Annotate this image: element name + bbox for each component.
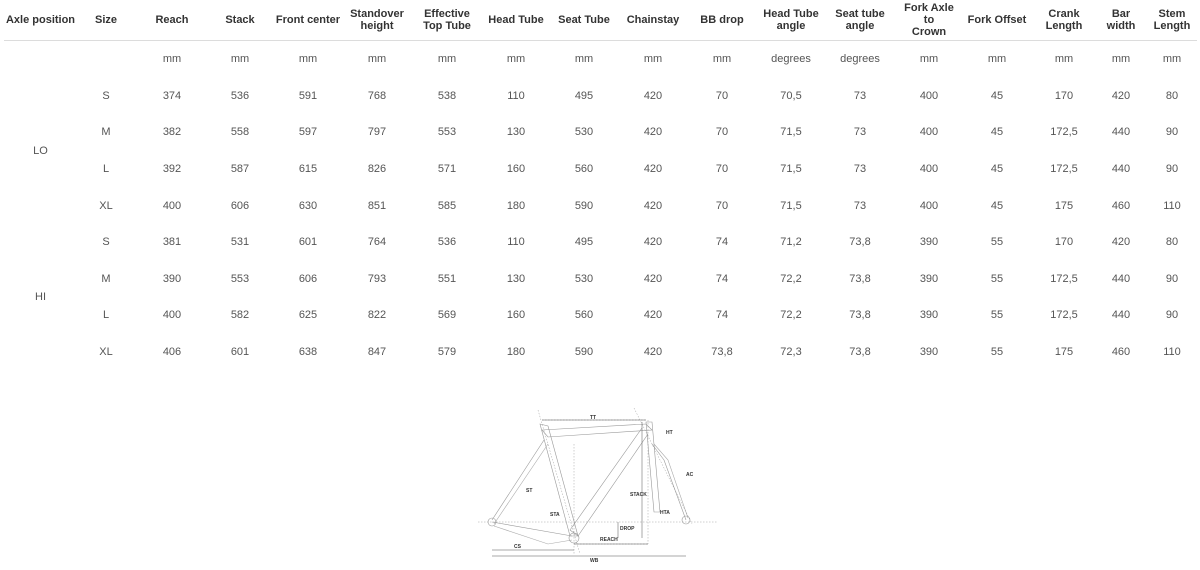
column-header: Front center (271, 0, 345, 41)
value-cell: 597 (298, 126, 318, 139)
unit-cell: mm (298, 53, 318, 66)
value-cell: 73,8 (849, 346, 871, 359)
value-cell: 400 (919, 89, 939, 102)
value-cell: 110 (507, 89, 525, 102)
value-cell: 440 (1111, 126, 1131, 139)
value-cell: 390 (919, 272, 939, 285)
value-cell: 73,8 (849, 309, 871, 322)
value-cell: 558 (230, 126, 250, 139)
column-header: Fork Offset (961, 0, 1033, 41)
value-cell: 170 (1054, 236, 1074, 249)
value-cell: 55 (990, 236, 1004, 249)
value-cell: 420 (643, 89, 663, 102)
column-header: Stack (209, 0, 271, 41)
value-cell: 73,8 (849, 236, 871, 249)
value-cell: 536 (230, 89, 250, 102)
value-cell: 530 (574, 272, 594, 285)
value-cell: 70 (715, 199, 729, 212)
column-header: Effective Top Tube (409, 0, 485, 41)
value-cell: 601 (230, 346, 250, 359)
unit-cell: mm (987, 53, 1007, 66)
value-cell: 495 (574, 236, 594, 249)
unit-cell: mm (574, 53, 594, 66)
unit-cell (77, 41, 135, 78)
axle-position-cell: LO (33, 144, 48, 157)
value-cell: 406 (162, 346, 182, 359)
value-cell: 70 (715, 126, 729, 139)
value-cell: 606 (298, 272, 318, 285)
value-cell: 400 (919, 126, 939, 139)
value-cell: 90 (1165, 163, 1179, 176)
table-row (4, 78, 1197, 115)
value-cell: 560 (574, 309, 594, 322)
label-cs: CS (514, 544, 521, 550)
unit-cell: mm (919, 53, 939, 66)
value-cell: 71,5 (780, 163, 802, 176)
value-cell: 110 (507, 236, 525, 249)
table-row (4, 114, 1197, 151)
value-cell: 175 (1054, 199, 1074, 212)
value-cell: 420 (643, 236, 663, 249)
value-cell: 591 (298, 89, 318, 102)
value-cell: 72,2 (780, 272, 802, 285)
value-cell: 172,5 (1050, 126, 1078, 139)
value-cell: 130 (506, 126, 526, 139)
value-cell: 55 (990, 346, 1004, 359)
value-cell: 110 (1163, 199, 1181, 212)
size-cell: S (102, 236, 110, 249)
size-cell: L (102, 163, 110, 176)
value-cell: 630 (298, 199, 318, 212)
label-drop: DROP (620, 526, 635, 532)
value-cell: 45 (990, 89, 1004, 102)
column-header: Crank Length (1033, 0, 1095, 41)
value-cell: 73 (853, 126, 867, 139)
value-cell: 55 (990, 272, 1004, 285)
value-cell: 553 (230, 272, 250, 285)
bike-geometry-diagram (478, 404, 724, 568)
value-cell: 495 (574, 89, 594, 102)
unit-cell (4, 41, 77, 78)
value-cell: 582 (230, 309, 250, 322)
value-cell: 536 (437, 236, 457, 249)
value-cell: 797 (367, 126, 387, 139)
value-cell: 72,2 (780, 309, 802, 322)
value-cell: 90 (1165, 272, 1179, 285)
value-cell: 440 (1111, 163, 1131, 176)
geometry-table (4, 0, 1197, 370)
column-header: Head Tube (485, 0, 547, 41)
header-row (4, 0, 1197, 41)
value-cell: 585 (437, 199, 457, 212)
value-cell: 390 (162, 272, 182, 285)
value-cell: 400 (919, 199, 939, 212)
value-cell: 390 (919, 236, 939, 249)
value-cell: 73 (853, 163, 867, 176)
value-cell: 400 (162, 309, 182, 322)
unit-cell: mm (230, 53, 250, 66)
value-cell: 553 (437, 126, 457, 139)
size-cell: S (102, 89, 110, 102)
size-cell: L (102, 309, 110, 322)
value-cell: 390 (919, 309, 939, 322)
value-cell: 601 (298, 236, 318, 249)
value-cell: 420 (1111, 236, 1131, 249)
table-row (4, 224, 1197, 261)
column-header: Size (77, 0, 135, 41)
value-cell: 400 (162, 199, 182, 212)
value-cell: 420 (1111, 89, 1131, 102)
value-cell: 74 (715, 236, 729, 249)
value-cell: 73 (853, 199, 867, 212)
value-cell: 70 (715, 163, 729, 176)
label-ac: AC (686, 472, 694, 478)
value-cell: 90 (1165, 309, 1179, 322)
column-header: Head Tube angle (759, 0, 823, 41)
label-stack: STACK (630, 492, 647, 498)
axle-position-cell: HI (35, 291, 46, 304)
value-cell: 400 (919, 163, 939, 176)
label-sta: STA (550, 512, 560, 518)
value-cell: 460 (1111, 346, 1131, 359)
value-cell: 73,8 (711, 346, 733, 359)
units-row (4, 41, 1197, 78)
value-cell: 172,5 (1050, 309, 1078, 322)
column-header: Seat Tube (547, 0, 621, 41)
unit-cell: mm (1162, 53, 1182, 66)
value-cell: 560 (574, 163, 594, 176)
unit-cell: degrees (840, 53, 880, 66)
table-row (4, 297, 1197, 334)
column-header: Fork Axle to Crown (897, 0, 961, 41)
unit-cell: mm (162, 53, 182, 66)
value-cell: 440 (1111, 309, 1131, 322)
value-cell: 45 (990, 163, 1004, 176)
value-cell: 130 (506, 272, 526, 285)
value-cell: 615 (298, 163, 318, 176)
table-row (4, 334, 1197, 371)
size-cell: M (101, 126, 111, 139)
value-cell: 110 (1163, 346, 1181, 359)
label-wb: WB (590, 558, 599, 564)
column-header: Chainstay (621, 0, 685, 41)
value-cell: 420 (643, 126, 663, 139)
value-cell: 390 (919, 346, 939, 359)
column-header: Stem Length (1147, 0, 1197, 41)
value-cell: 55 (990, 309, 1004, 322)
value-cell: 793 (367, 272, 387, 285)
unit-cell: mm (712, 53, 732, 66)
value-cell: 590 (574, 346, 594, 359)
value-cell: 71,2 (780, 236, 802, 249)
value-cell: 73 (853, 89, 867, 102)
value-cell: 638 (298, 346, 318, 359)
value-cell: 822 (367, 309, 387, 322)
value-cell: 45 (990, 199, 1004, 212)
label-ht: HT (666, 430, 673, 436)
value-cell: 74 (715, 309, 729, 322)
unit-cell: mm (367, 53, 387, 66)
value-cell: 175 (1054, 346, 1074, 359)
column-header: Reach (135, 0, 209, 41)
value-cell: 826 (367, 163, 387, 176)
label-st: ST (526, 488, 533, 494)
value-cell: 764 (367, 236, 387, 249)
value-cell: 420 (643, 163, 663, 176)
label-reach: REACH (600, 537, 618, 543)
column-header: Axle position (4, 0, 77, 41)
label-hta: HTA (660, 510, 670, 516)
value-cell: 538 (437, 89, 457, 102)
value-cell: 460 (1111, 199, 1131, 212)
unit-cell: degrees (771, 53, 811, 66)
value-cell: 70 (715, 89, 729, 102)
value-cell: 392 (162, 163, 182, 176)
unit-cell: mm (1111, 53, 1131, 66)
value-cell: 180 (506, 199, 526, 212)
column-header: Seat tube angle (823, 0, 897, 41)
unit-cell: mm (1054, 53, 1074, 66)
table-row (4, 187, 1197, 224)
value-cell: 90 (1165, 126, 1179, 139)
value-cell: 768 (367, 89, 387, 102)
value-cell: 45 (990, 126, 1004, 139)
unit-cell: mm (506, 53, 526, 66)
value-cell: 374 (162, 89, 182, 102)
value-cell: 579 (437, 346, 457, 359)
value-cell: 80 (1165, 89, 1179, 102)
table-body (4, 41, 1197, 371)
size-cell: XL (99, 199, 113, 212)
value-cell: 180 (506, 346, 526, 359)
value-cell: 80 (1165, 236, 1179, 249)
value-cell: 172,5 (1050, 163, 1078, 176)
value-cell: 587 (230, 163, 250, 176)
value-cell: 170 (1054, 89, 1074, 102)
value-cell: 74 (715, 272, 729, 285)
value-cell: 381 (162, 236, 182, 249)
value-cell: 847 (367, 346, 387, 359)
value-cell: 606 (230, 199, 250, 212)
value-cell: 590 (574, 199, 594, 212)
value-cell: 420 (643, 309, 663, 322)
value-cell: 625 (298, 309, 318, 322)
value-cell: 160 (506, 163, 526, 176)
value-cell: 71,5 (780, 199, 802, 212)
label-tt: TT (590, 415, 597, 421)
value-cell: 382 (162, 126, 182, 139)
value-cell: 72,3 (780, 346, 802, 359)
unit-cell: mm (437, 53, 457, 66)
column-header: Standover height (345, 0, 409, 41)
value-cell: 551 (437, 272, 457, 285)
value-cell: 70,5 (780, 89, 802, 102)
column-header: Bar width (1095, 0, 1147, 41)
value-cell: 531 (230, 236, 250, 249)
value-cell: 571 (437, 163, 457, 176)
frame-diagram-svg (478, 404, 724, 568)
column-header: BB drop (685, 0, 759, 41)
size-cell: XL (99, 346, 113, 359)
value-cell: 440 (1111, 272, 1131, 285)
value-cell: 420 (643, 199, 663, 212)
value-cell: 420 (643, 346, 663, 359)
table-row (4, 261, 1197, 298)
value-cell: 420 (643, 272, 663, 285)
unit-cell: mm (643, 53, 663, 66)
value-cell: 172,5 (1050, 272, 1078, 285)
value-cell: 73,8 (849, 272, 871, 285)
value-cell: 569 (437, 309, 457, 322)
value-cell: 160 (506, 309, 526, 322)
table-row (4, 151, 1197, 188)
value-cell: 851 (367, 199, 387, 212)
size-cell: M (101, 272, 111, 285)
value-cell: 71,5 (780, 126, 802, 139)
value-cell: 530 (574, 126, 594, 139)
